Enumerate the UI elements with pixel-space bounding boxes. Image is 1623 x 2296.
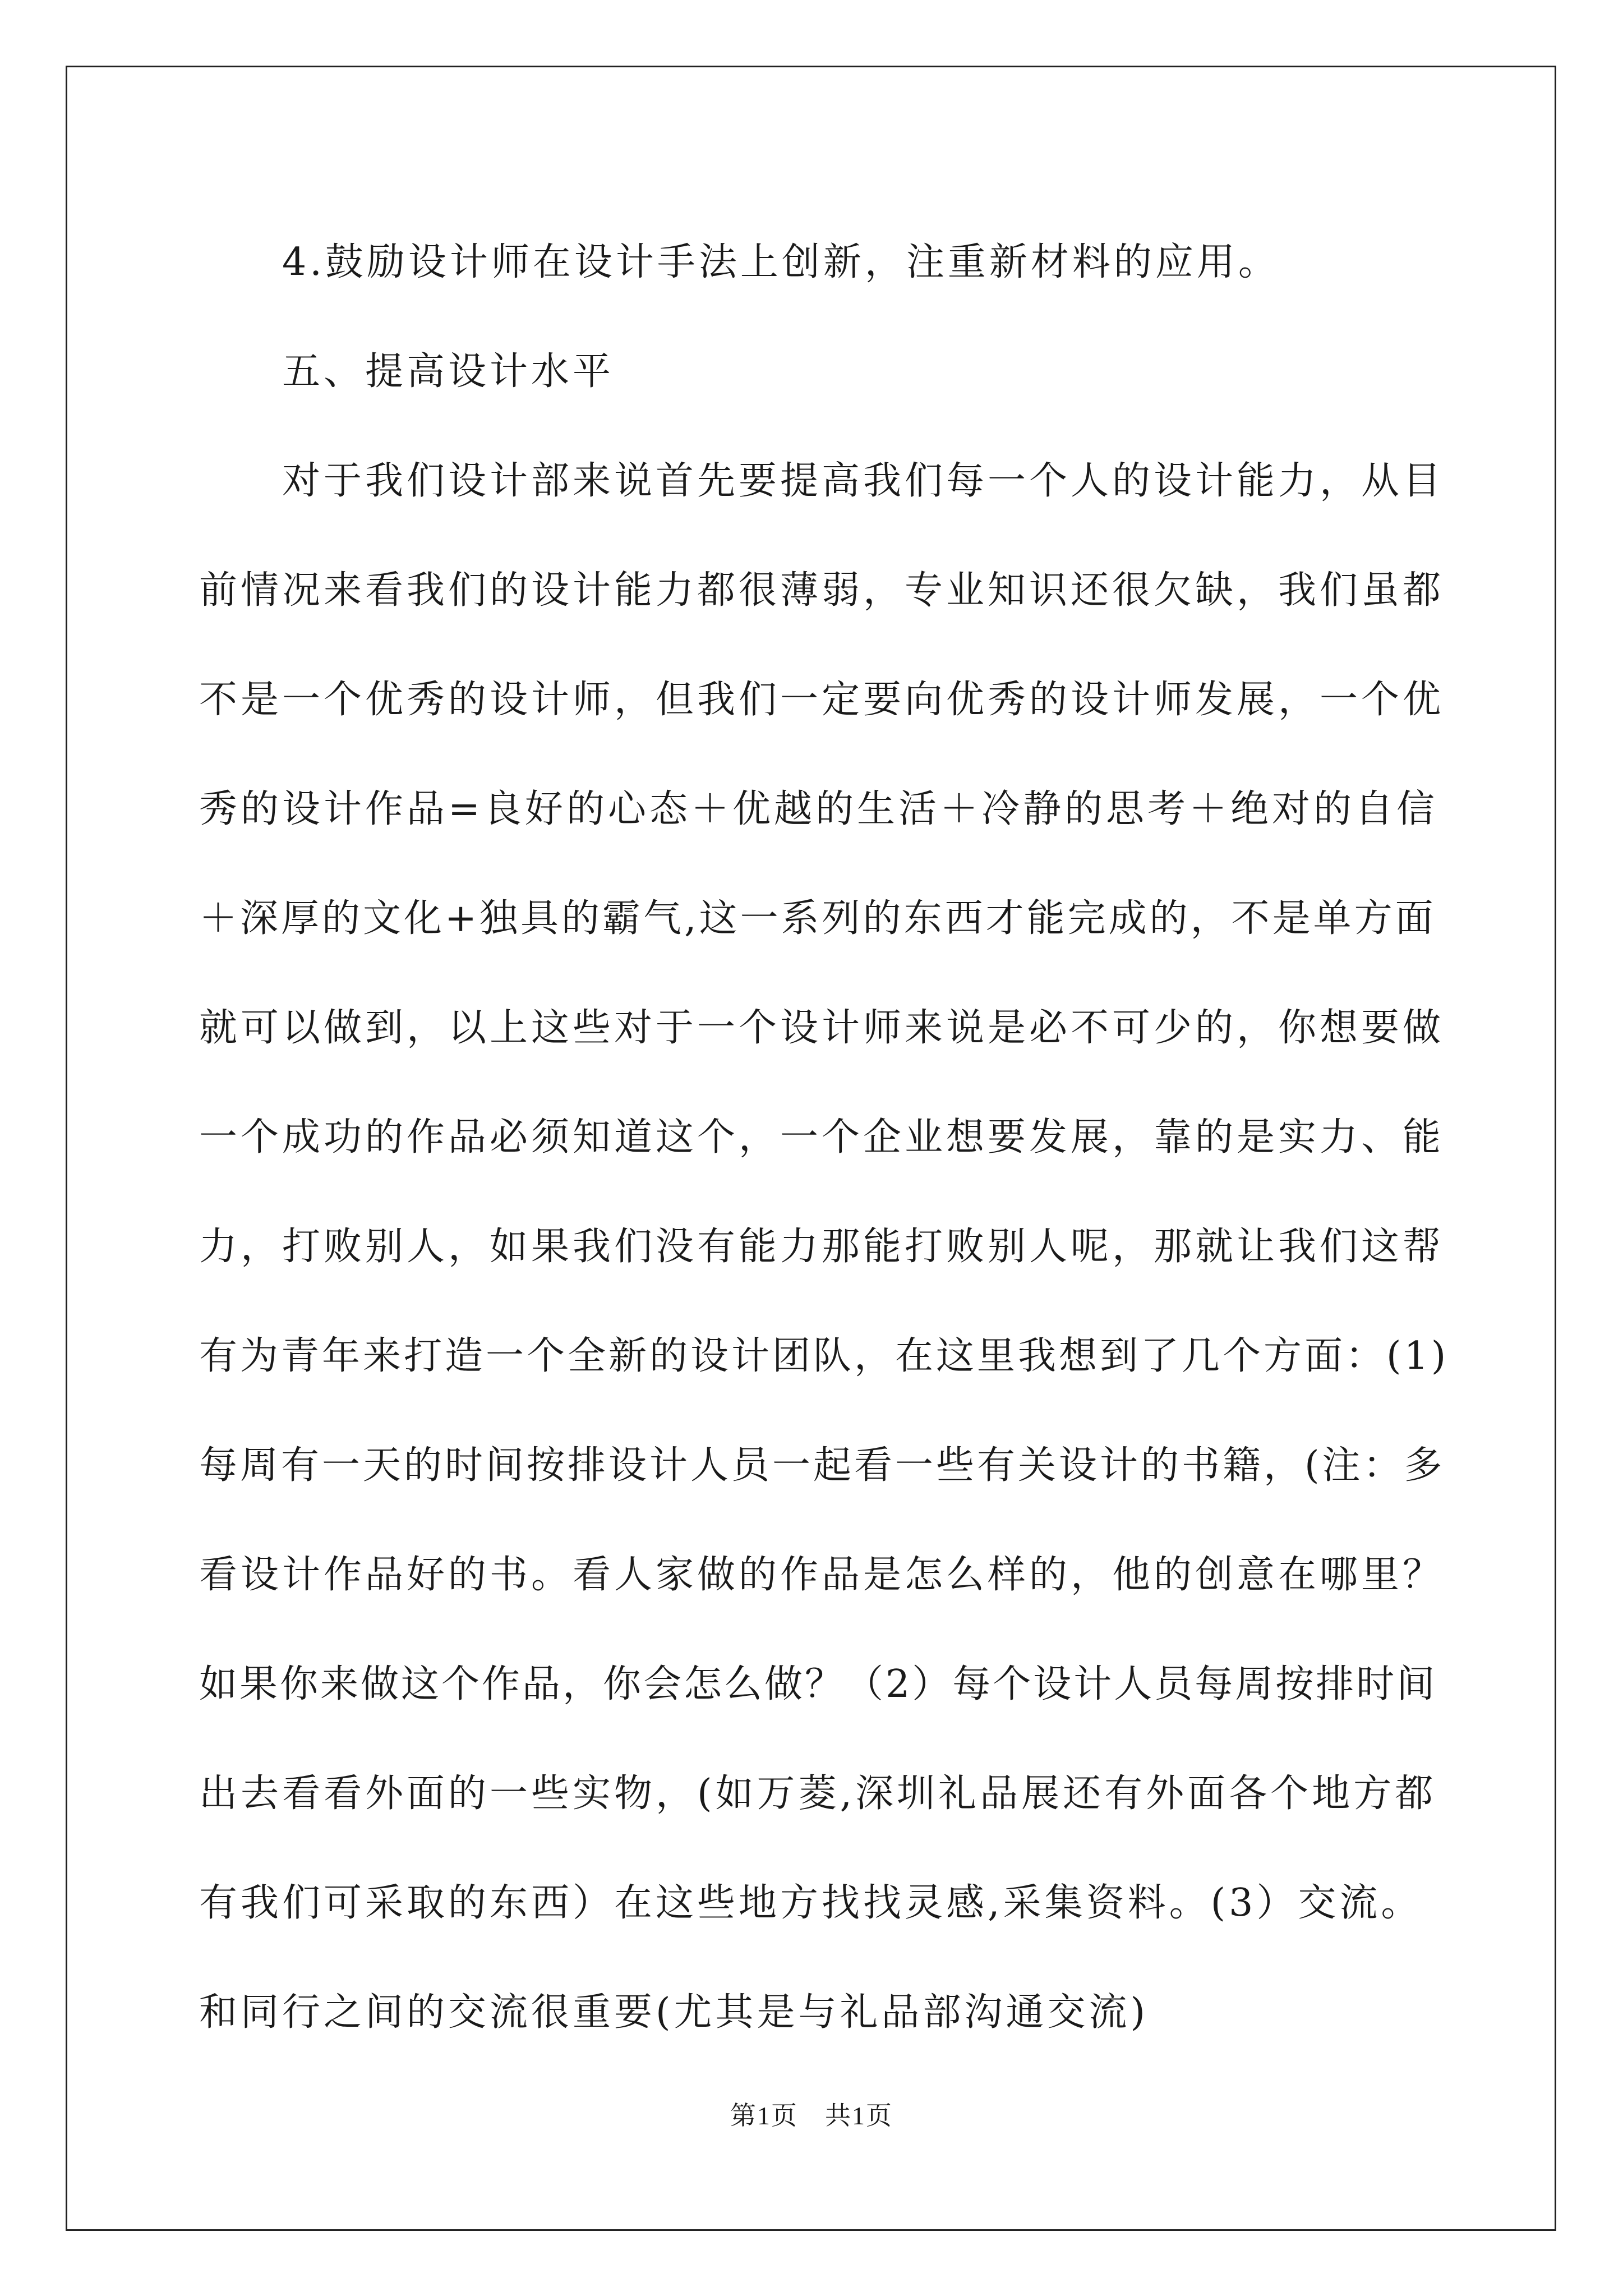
text-line: 一个成功的作品必须知道这个，一个企业想要发展，靠的是实力、能	[199, 1115, 1445, 1159]
text-line: 秀的设计作品=良好的心态＋优越的生活＋冷静的思考＋绝对的自信	[199, 787, 1438, 831]
section-heading: 五、提高设计水平	[199, 349, 615, 394]
document-body	[199, 208, 1453, 2067]
page-number-footer: 第1页 共1页	[730, 2101, 893, 2130]
text-line: 有为青年来打造一个全新的设计团队，在这里我想到了几个方面：(1)	[199, 1334, 1449, 1378]
text-line: 有我们可采取的东西）在这些地方找找灵感,采集资料。(3）交流。	[199, 1881, 1423, 1925]
text-line: 如果你来做这个作品，你会怎么做？（2）每个设计人员每周按排时间	[199, 1662, 1437, 1706]
text-line: 力，打败别人，如果我们没有能力那能打败别人呢，那就让我们这帮	[199, 1225, 1445, 1269]
text-line: 对于我们设计部来说首先要提高我们每一个人的设计能力，从目	[199, 459, 1445, 503]
text-line: 4.鼓励设计师在设计手法上创新，注重新材料的应用。	[199, 240, 1280, 284]
text-line: 不是一个优秀的设计师，但我们一定要向优秀的设计师发展，一个优	[199, 678, 1445, 722]
text-line: 每周有一天的时间按排设计人员一起看一些有关设计的书籍，(注：多	[199, 1443, 1445, 1488]
text-line: 就可以做到，以上这些对于一个设计师来说是必不可少的，你想要做	[199, 1006, 1445, 1050]
text-line: ＋深厚的文化+独具的霸气,这一系列的东西才能完成的，不是单方面	[199, 896, 1436, 941]
text-line: 和同行之间的交流很重要(尤其是与礼品部沟通交流)	[199, 1990, 1149, 2035]
text-line: 出去看看外面的一些实物，(如万菱,深圳礼品展还有外面各个地方都	[199, 1772, 1437, 1816]
text-line: 看设计作品好的书。看人家做的作品是怎么样的，他的创意在哪里？	[199, 1553, 1445, 1597]
text-line: 前情况来看我们的设计能力都很薄弱，专业知识还很欠缺，我们虽都	[199, 568, 1445, 613]
